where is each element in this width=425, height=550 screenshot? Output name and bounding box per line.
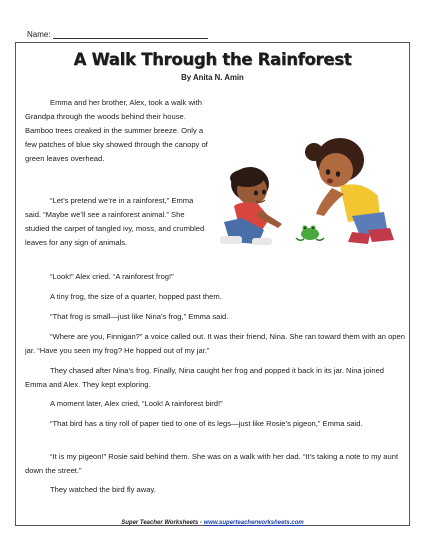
paragraph-1: Emma and her brother, Alex, took a walk with Grandpa through the woods behind their house. Bamboo trees creaked in the summer breeze. Only a few patches of blue sky showed through the canopy of green leaves overhead. [25,98,208,163]
name-blank-line[interactable] [53,30,208,39]
children-with-frog-illustration [212,118,402,253]
paragraph-6: “Where are you, Finnigan?” a voice called out. It was their friend, Nina. She ran toward them with an open jar. “Have you seen my frog? He hopped out of my jar.” [25,332,405,355]
story-title: A Walk Through the Rainforest [73,50,352,69]
footer-brand: Super Teacher Worksheets [121,520,199,526]
paragraph-5: “That frog is small—just like Nina’s frog,” Emma said. [50,312,229,321]
paragraph-11: They watched the bird fly away. [50,485,156,494]
footer-link[interactable]: www.superteacherworksheets.com [203,520,304,526]
name-label: Name: [27,30,51,39]
paragraph-3: “Look!” Alex cried. “A rainforest frog!” [50,272,174,281]
frog-figure [296,225,324,240]
paragraph-9: “That bird has a tiny roll of paper tied to one of its legs—just like Rosie’s pigeon,” Emma said. [50,419,363,428]
paragraph-2: “Let’s pretend we’re in a rainforest,” Emma said. “Maybe we’ll see a rainforest animal.” She studied the carpet of tangled ivy, moss, and crumbled leaves for any sign of animals. [25,196,205,247]
paragraph-7: They chased after Nina’s frog. Finally, Nina caught her frog and popped it back in its jar. Nina joined Emma and Alex. They kept exploring. [25,366,385,389]
girl-figure [305,138,394,244]
paragraph-4: A tiny frog, the size of a quarter, hopped past them. [50,292,222,301]
story-byline: By Anita N. Amin [181,73,244,82]
paragraph-8: A moment later, Alex cried, “Look! A rainforest bird!” [50,399,223,408]
boy-figure [220,167,282,245]
paragraph-10: “It is my pigeon!” Rosie said behind them. She was on a walk with her dad. “It’s taking a note to my aunt down the street.” [25,452,399,475]
footer-separator: - [198,520,204,526]
footer [0,520,425,526]
name-field [27,30,208,39]
